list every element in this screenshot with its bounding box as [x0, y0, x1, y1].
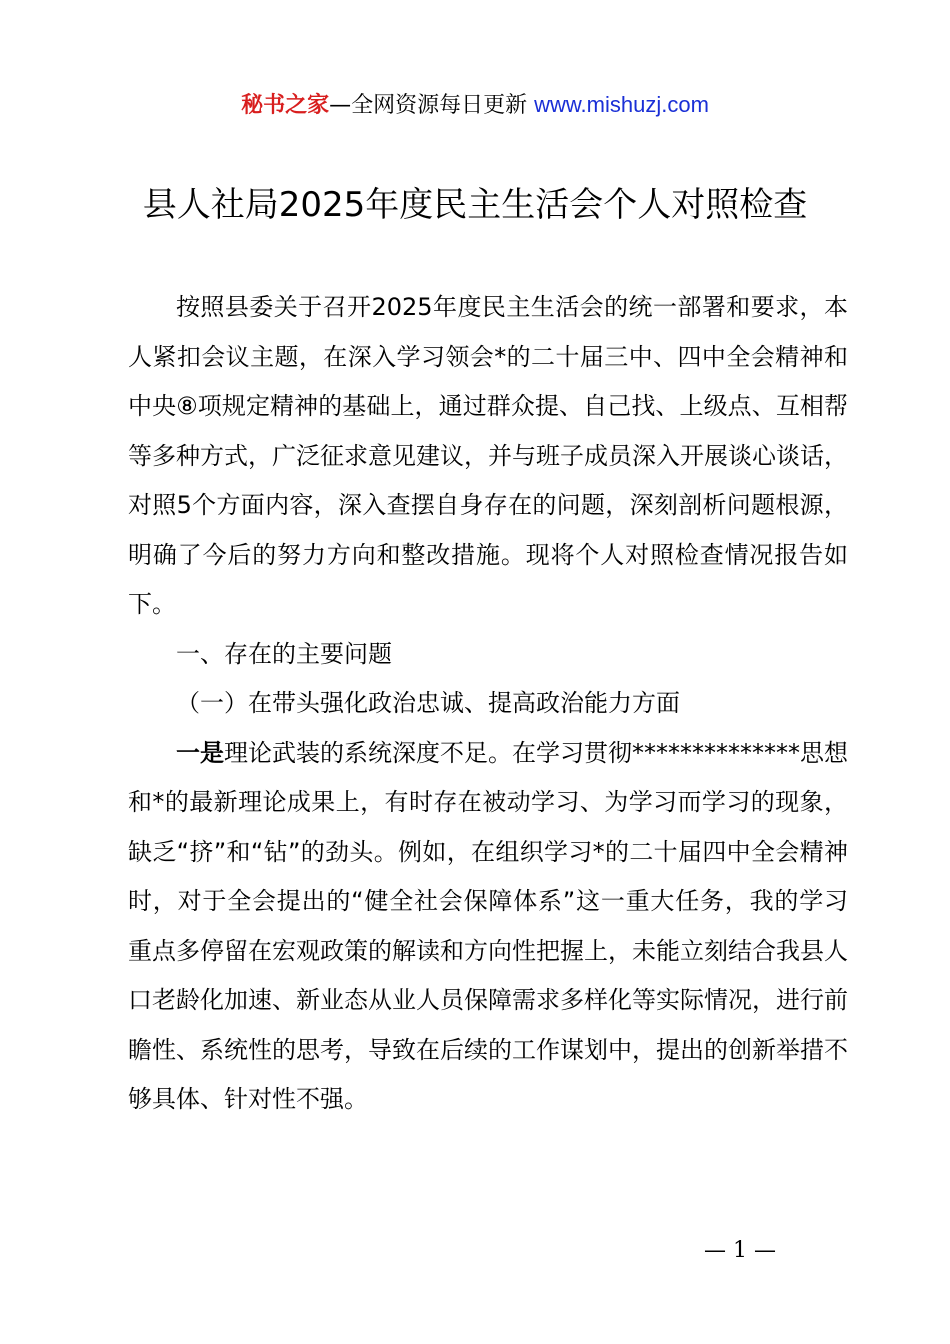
intro-paragraph: 按照县委关于召开2025年度民主生活会的统一部署和要求，本人紧扣会议主题，在深入学习领会*的二十届三中、四中全会精神和中央⑧项规定精神的基础上，通过群众提、自己找、上级点、互相帮等多种方式，广泛征求意见建议，并与班子成员深入开展谈心谈话，对照5个方面内容，深入查摆自身存在的问题，深刻剖析问题根源，明确了今后的努力方向和整改措施。现将个人对照检查情况报告如下。: [128, 293, 848, 618]
site-header: [0, 90, 950, 121]
header-slogan: —全网资源每日更新: [329, 93, 535, 118]
document-body: [128, 283, 848, 1125]
section-heading: 一、存在的主要问题: [176, 639, 392, 668]
document-title: 县人社局2025年度民主生活会个人对照检查: [142, 185, 808, 225]
site-url-link[interactable]: www.mishuzj.com: [534, 92, 709, 117]
subsection-heading: （一）在带头强化政治忠诚、提高政治能力方面: [176, 689, 680, 717]
point-lead: 一是: [176, 738, 224, 767]
point-text: 理论武装的系统深度不足。在学习贯彻**************思想和*的最新理论成果上，有时存在被动学习、为学习而学习的现象，缺乏“挤”和“钻”的劲头。例如，在组织学习*的二十届四中全会精神时，对于全会提出的“健全社会保障体系”这一重大任务，我的学习重点多停留在宏观政策的解读和方向性把握上，未能立刻结合我县人口老龄化加速、新业态从业人员保障需求多样化等实际情况，进行前瞻性、系统性的思考，导致在后续的工作谋划中，提出的创新举措不够具体、针对性不强。: [128, 738, 848, 1113]
page-number: — 1 —: [704, 1238, 776, 1263]
brand-name: 秘书之家: [241, 93, 330, 118]
point-paragraph: [128, 729, 848, 1125]
